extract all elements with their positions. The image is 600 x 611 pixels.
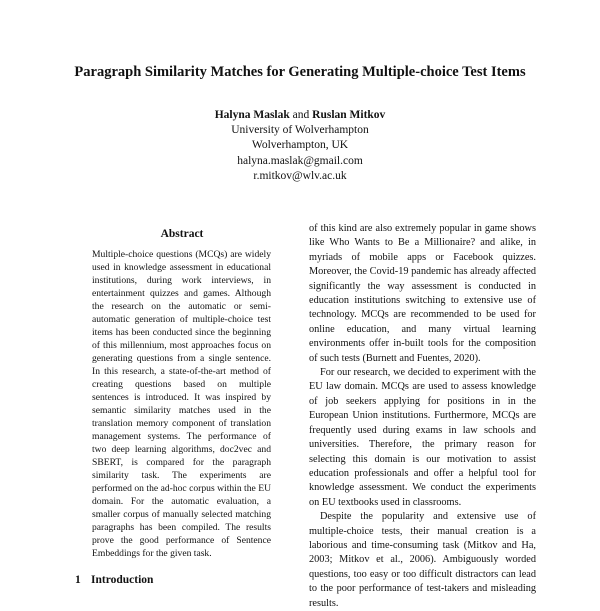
abstract-text: Multiple-choice questions (MCQs) are widely used in knowledge assessment in educational institutions, during work interviews, in entertainment quizzes and games. Although the research on the automatic or semi-automatic generation of multiple-choice test items has been conducted since the beginning of this millennium, most approaches focus on generating questions from a single sentence. In this research, a state-of-the-art method of creating questions based on multiple sentences is introduced. It was inspired by semantic similarity matches used in the translation memory component of translation management systems. The performance of two deep learning algorithms, doc2vec and SBERT, is compared for the paragraph similarity task. The experiments are performed on the ad-hoc corpus within the EU domain. For the automatic evaluation, a smaller corpus of manually selected matching paragraphs has been compiled. The results prove the good performance of Sentence Embeddings for the given task. (92, 249, 271, 559)
author-conjunction: and (292, 109, 310, 121)
section-title: Introduction (91, 574, 154, 586)
author-block (0, 108, 600, 184)
body-paragraph-1: of this kind are also extremely popular in game shows like Who Wants to Be a Millionaire? and alike, in myriads of mobile apps or Facebook quizzes. Moreover, the Covid-19 pandemic has already affected significantly the way assessment is conducted in education institutions switching to extensive use of technology. MCQs are recommended to be used for online education, and many virtual learning environments offer in-built tools for the composition of such tests (Burnett and Fuentes, 2020). (309, 223, 536, 364)
author-name-2: Ruslan Mitkov (312, 109, 386, 121)
abstract-heading: Abstract (160, 228, 204, 240)
author-affiliation: University of Wolverhampton (231, 124, 369, 137)
author-email-1: halyna.maslak@gmail.com (237, 154, 363, 167)
right-column (309, 222, 536, 611)
author-names (0, 108, 600, 123)
author-email-2: r.mitkov@wlv.ac.uk (253, 169, 347, 182)
author-location: Wolverhampton, UK (251, 139, 349, 152)
paper-title: Paragraph Similarity Matches for Generating Multiple-choice Test Items (74, 64, 526, 80)
body-paragraph-3: Despite the popularity and extensive use of multiple-choice tests, their manual creation is a laborious and time-consuming task (Mitkov and Ha, 2003; Mitkov et al., 2006). Ambiguously worded questions, too easy or too difficult distractors can lead to the poor performance of test-takers and misleading results. (309, 511, 536, 609)
section-number: 1 (75, 574, 81, 586)
body-paragraph-2: For our research, we decided to experiment with the EU law domain. MCQs are used to assess knowledge of job seekers applying for positions in in the European Union institutions. Furthermore, MCQs are frequently used during exams in law schools and universities. Therefore, the primary reason for selecting this domain is our motivation to assist education professionals and offer a helpful tool for knowledge assessment. We conduct the experiments on EU textbooks used in classrooms. (309, 367, 536, 508)
section-heading-introduction (75, 574, 153, 586)
author-name-1: Halyna Maslak (214, 109, 290, 121)
